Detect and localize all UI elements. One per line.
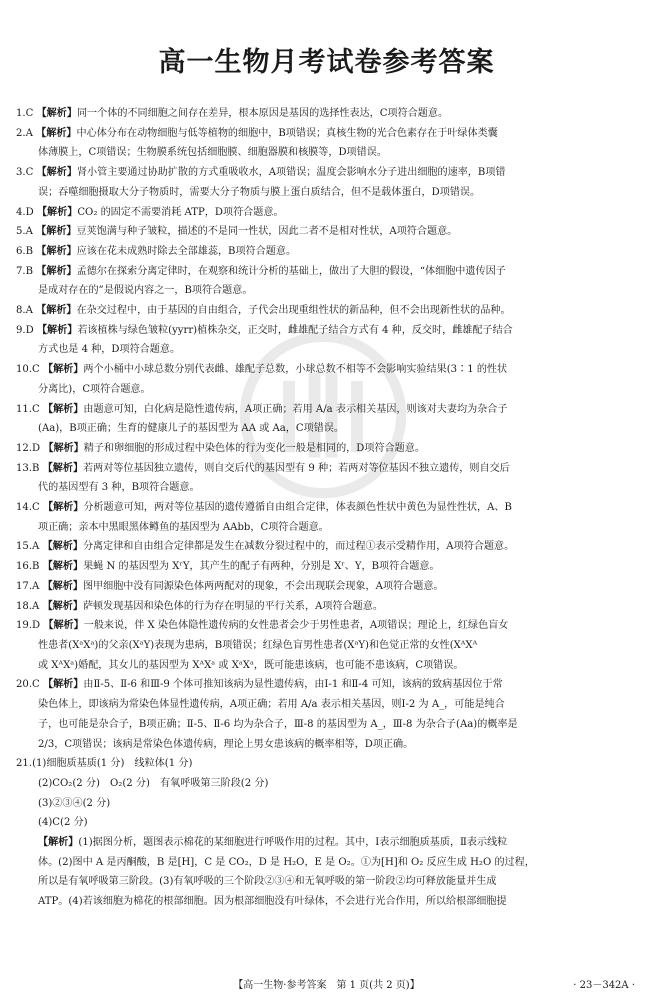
- answer-item: [16, 439, 638, 459]
- answer-line: [16, 794, 638, 814]
- answer-line: [16, 203, 638, 223]
- answer-line: [16, 419, 638, 439]
- analysis-tag: 【解析】: [42, 600, 83, 612]
- answer-text: 豆荚饱满与种子皱粒，描述的不是同一性状，因此二者不是相对性状，A项符合题意。: [76, 226, 458, 238]
- answer-line: [16, 321, 638, 341]
- answer-label: 3.C: [16, 167, 34, 179]
- answer-line: [16, 518, 638, 538]
- answer-text: 分离比)，C项符合题意。: [38, 383, 151, 395]
- answer-item: [16, 537, 638, 557]
- answer-line: [16, 813, 638, 833]
- answer-line: [16, 577, 638, 597]
- footer-page-info: 【高一生物·参考答案 第 1 页(共 2 页)】: [233, 980, 420, 991]
- answer-label: 11.C: [16, 403, 40, 415]
- answer-item: [16, 498, 638, 537]
- answer-label: 12.D: [16, 442, 41, 454]
- answer-line: [16, 498, 638, 518]
- answer-text: 代的基因型有 3 种，B项符合题意。: [38, 482, 200, 494]
- answer-text: 应该在花未成熟时除去全部雄蕊，B项符合题意。: [76, 245, 297, 257]
- answer-item: [16, 577, 638, 597]
- answer-line: [16, 675, 638, 695]
- analysis-tag: 【解析】: [36, 324, 78, 336]
- analysis-tag: 【解析】: [43, 502, 84, 514]
- answer-line: [16, 360, 638, 380]
- answer-label: 9.D: [16, 324, 34, 336]
- answer-line: [16, 340, 638, 360]
- answer-text: ATP。(4)若该细胞为棉花的根部细胞。因为根部细胞没有叶绿体，不会进行光合作用，所以给根部细胞提: [38, 896, 507, 908]
- answer-item: [16, 616, 638, 675]
- answer-text: 或 XᴬXᵃ)婚配，其女儿的基因型为 XᴬXᵃ 或 XᵃXᵃ，既可能患该病，也可能不患该病，C项错误。: [38, 659, 464, 671]
- answer-text: 方式也是 4 种，D项符合题意。: [38, 344, 181, 356]
- answer-label: 19.D: [16, 620, 41, 632]
- answer-text: 子，也可能是杂合子，B项正确；Ⅱ-5、Ⅱ-6 均为杂合子，Ⅲ-8 的基因型为 A_，Ⅲ-8 为杂合子(Aa)的概率是: [38, 718, 518, 730]
- answer-text: 所以是有氧呼吸第三阶段。(3)有氧呼吸的三个阶段②③④和无氧呼吸的第一阶段②均可释放能量并生成: [38, 876, 497, 888]
- answer-item: [16, 400, 638, 439]
- answer-text: 由Ⅱ-5、Ⅱ-6 和Ⅲ-9 个体可推知该病为显性遗传病，由Ⅰ-1 和Ⅱ-4 可知，该病的致病基因位于常: [83, 679, 503, 691]
- answer-line: [16, 695, 638, 715]
- answer-line: [16, 459, 638, 479]
- answer-line: [16, 400, 638, 420]
- answer-line: [16, 774, 638, 794]
- answer-text: 误；吞噬细胞摄取大分子物质时，需要大分子物质与膜上蛋白质结合，但不是载体蛋白，D项错误。: [38, 186, 481, 198]
- answer-line: [16, 872, 638, 892]
- answer-line: [16, 301, 638, 321]
- answer-item: [16, 360, 638, 399]
- answer-line: [16, 281, 638, 301]
- answer-text: 图甲细胞中没有同源染色体两两配对的现象，不会出现联会现象，A项符合题意。: [82, 580, 444, 592]
- answer-label: 18.A: [16, 600, 40, 612]
- answer-label: 21.: [16, 758, 33, 770]
- answer-text: (3)②③④(2 分): [38, 797, 111, 809]
- analysis-tag: 【解析】: [42, 580, 83, 592]
- answer-text: 项正确；亲本中黑眼黑体鳟鱼的基因型为 AAbb，C项符合题意。: [38, 521, 329, 533]
- answer-text: 中心体分布在动物细胞与低等植物的细胞中，B项错误；真核生物的光合色素存在于叶绿体类囊: [76, 127, 498, 139]
- analysis-tag: 【解析】: [36, 108, 77, 119]
- answer-line: [16, 124, 638, 144]
- answer-line: [16, 104, 638, 124]
- answer-text: 体。(2)图中 A 是丙酮酸，B 是[H]，C 是 CO₂，D 是 H₂O，E 是 O₂。①为[H]和 O₂ 反应生成 H₂O 的过程，: [38, 856, 535, 868]
- answer-item: [16, 597, 638, 617]
- answer-text: (2)CO₂(2 分) O₂(2 分) 有氧呼吸第三阶段(2 分): [38, 777, 269, 789]
- answer-text: 一般来说，伴 X 染色体隐性遗传病的女性患者会少于男性患者，A项错误；理论上，红绿色盲女: [83, 620, 509, 632]
- answer-text: 两个小桶中小球总数分别代表雌、雄配子总数，小球总数不相等不会影响实验结果(3∶1 的性状: [83, 364, 508, 376]
- answer-text: 2/3，C项错误；该病是常染色体遗传病，理论上男女患该病的概率相等，D项正确。: [38, 738, 414, 750]
- answer-item: [16, 675, 638, 754]
- answer-item: [16, 104, 638, 124]
- answer-text: 若两对等位基因独立遗传，则自交后代的基因型有 9 种；若两对等位基因不独立遗传，则自交后: [83, 462, 510, 474]
- analysis-tag: 【解析】: [43, 679, 84, 691]
- answer-label: 5.A: [16, 226, 33, 238]
- answer-text: 若该植株与绿色皱粒(yyrr)植株杂交，正交时，雌雄配子结合方式有 4 种，反交时，雌雄配子结合: [77, 324, 513, 336]
- answer-text: 精子和卵细胞的形成过程中染色体的行为变化一般是相同的，D项符合题意。: [83, 442, 425, 454]
- answer-label: 15.A: [16, 541, 40, 553]
- answer-line: [16, 380, 638, 400]
- answer-line: [16, 222, 638, 242]
- answer-item: [16, 124, 638, 163]
- answer-list: [16, 104, 638, 912]
- page-title: 高一生物月考试卷参考答案: [158, 47, 495, 78]
- answer-label: 8.A: [16, 305, 33, 317]
- answer-item: [16, 203, 638, 223]
- answer-label: 6.B: [16, 245, 34, 257]
- answer-line: [16, 537, 638, 557]
- answer-label: 20.C: [16, 679, 40, 691]
- answer-text: 果蝇 N 的基因型为 XʳY，其产生的配子有两种，分别是 Xʳ、Y，B项符合题意。: [83, 561, 440, 573]
- answer-item: [16, 301, 638, 321]
- answer-text: 染色体上，即该病为常染色体显性遗传病，A项正确；若用 A/a 表示相关基因，则Ⅰ-2 为 A_，可能是纯合: [38, 699, 505, 711]
- answer-text: 肾小管主要通过协助扩散的方式重吸收水，A项错误；温度会影响水分子进出细胞的速率，B项错: [76, 167, 506, 179]
- answer-text: 是成对存在的”是假说内容之一，B项符合题意。: [38, 285, 253, 297]
- answer-text: 同一个体的不同细胞之间存在差异，根本原因是基因的选择性表达，C项符合题意。: [76, 108, 449, 119]
- analysis-tag: 【解析】: [42, 541, 83, 553]
- answer-line: [16, 833, 638, 853]
- answer-line: [16, 853, 638, 873]
- analysis-tag: 【解析】: [43, 442, 84, 454]
- answer-item: [16, 163, 638, 202]
- answer-line: [16, 163, 638, 183]
- answer-line: [16, 439, 638, 459]
- answer-label: 10.C: [16, 364, 40, 376]
- answer-text: (Aa)，B项正确；生育的健康儿子的基因型为 AA 或 Aa，C项错误。: [38, 423, 344, 435]
- analysis-tag: 【解析】: [36, 226, 77, 238]
- answer-item: [16, 321, 638, 360]
- answer-item: [16, 262, 638, 301]
- answer-line: [16, 597, 638, 617]
- answer-line: [16, 242, 638, 262]
- analysis-tag: 【解析】: [43, 364, 84, 376]
- analysis-tag: 【解析】: [43, 620, 84, 632]
- answer-line: [16, 636, 638, 656]
- answer-text: 由题意可知，白化病是隐性遗传病，A项正确；若用 A/a 表示相关基因，则该对夫妻均为杂合子: [83, 403, 508, 415]
- answer-item: [16, 242, 638, 262]
- answer-item-21: [16, 754, 638, 912]
- answer-line: [16, 478, 638, 498]
- analysis-tag: 【解析】: [43, 403, 84, 415]
- answer-text: 在杂交过程中，由于基因的自由组合，子代会出现重组性状的新品种，但不会出现新性状的品种。: [76, 305, 511, 317]
- answer-line: [16, 143, 638, 163]
- answer-text: 分离定律和自由组合定律都是发生在减数分裂过程中的，而过程①表示受精作用，A项符合题意。: [82, 541, 515, 553]
- analysis-tag: 【解析】: [38, 837, 79, 849]
- answer-item: [16, 557, 638, 577]
- answer-label: 16.B: [16, 561, 40, 573]
- answer-label: 17.A: [16, 580, 40, 592]
- answer-text: (4)C(2 分): [38, 817, 88, 829]
- analysis-tag: 【解析】: [36, 305, 77, 317]
- answer-label: 7.B: [16, 265, 34, 277]
- answer-label: 14.C: [16, 502, 40, 514]
- answer-text: (1)据图分析，题图表示棉花的某细胞进行呼吸作用的过程。其中，Ⅰ表示细胞质基质，Ⅱ表示线粒: [78, 837, 508, 849]
- analysis-tag: 【解析】: [36, 127, 77, 139]
- answer-text: 分析题意可知，两对等位基因的遗传遵循自由组合定律，体表颜色性状中黄色为显性性状，A、B: [83, 502, 512, 514]
- answer-line: [16, 735, 638, 755]
- analysis-tag: 【解析】: [36, 167, 77, 179]
- answer-line: [16, 262, 638, 282]
- footer-code: · 23－342A ·: [573, 980, 635, 991]
- analysis-tag: 【解析】: [42, 462, 84, 474]
- answer-text: 孟德尔在探索分离定律时，在观察和统计分析的基础上，做出了大胆的假设，“体细胞中遗传因子: [76, 265, 506, 277]
- answer-label: 4.D: [16, 206, 34, 218]
- answer-text: 萨顿发现基因和染色体的行为存在明显的平行关系，A项符合题意。: [82, 600, 383, 612]
- answer-text: 体薄膜上，C项错误；生物膜系统包括细胞膜、细胞器膜和核膜等，D项错误。: [38, 147, 387, 159]
- answer-item: [16, 222, 638, 242]
- answer-text: 性患者(XᵃXᵃ)的父亲(XᵃY)表现为患病，B项错误；红绿色盲男性患者(XᵃY)和色觉正常的女性(XᴬXᴬ: [38, 639, 478, 651]
- analysis-tag: 【解析】: [36, 265, 77, 277]
- answer-text: CO₂ 的固定不需要消耗 ATP，D项符合题意。: [77, 206, 284, 218]
- answer-item: [16, 459, 638, 498]
- answer-label: 13.B: [16, 462, 40, 474]
- analysis-tag: 【解析】: [36, 245, 77, 257]
- answer-line: [16, 715, 638, 735]
- answer-line: [16, 616, 638, 636]
- answer-line: [16, 892, 638, 912]
- analysis-tag: 【解析】: [36, 206, 78, 218]
- answer-line: [16, 754, 638, 774]
- answer-line: [16, 183, 638, 203]
- answer-text: (1)细胞质基质(1 分) 线粒体(1 分): [32, 758, 193, 770]
- answer-label: 2.A: [16, 127, 33, 139]
- answer-line: [16, 557, 638, 577]
- answer-label: 1.C: [16, 108, 34, 119]
- analysis-tag: 【解析】: [42, 561, 84, 573]
- page-footer: [0, 976, 653, 996]
- answer-line: [16, 656, 638, 676]
